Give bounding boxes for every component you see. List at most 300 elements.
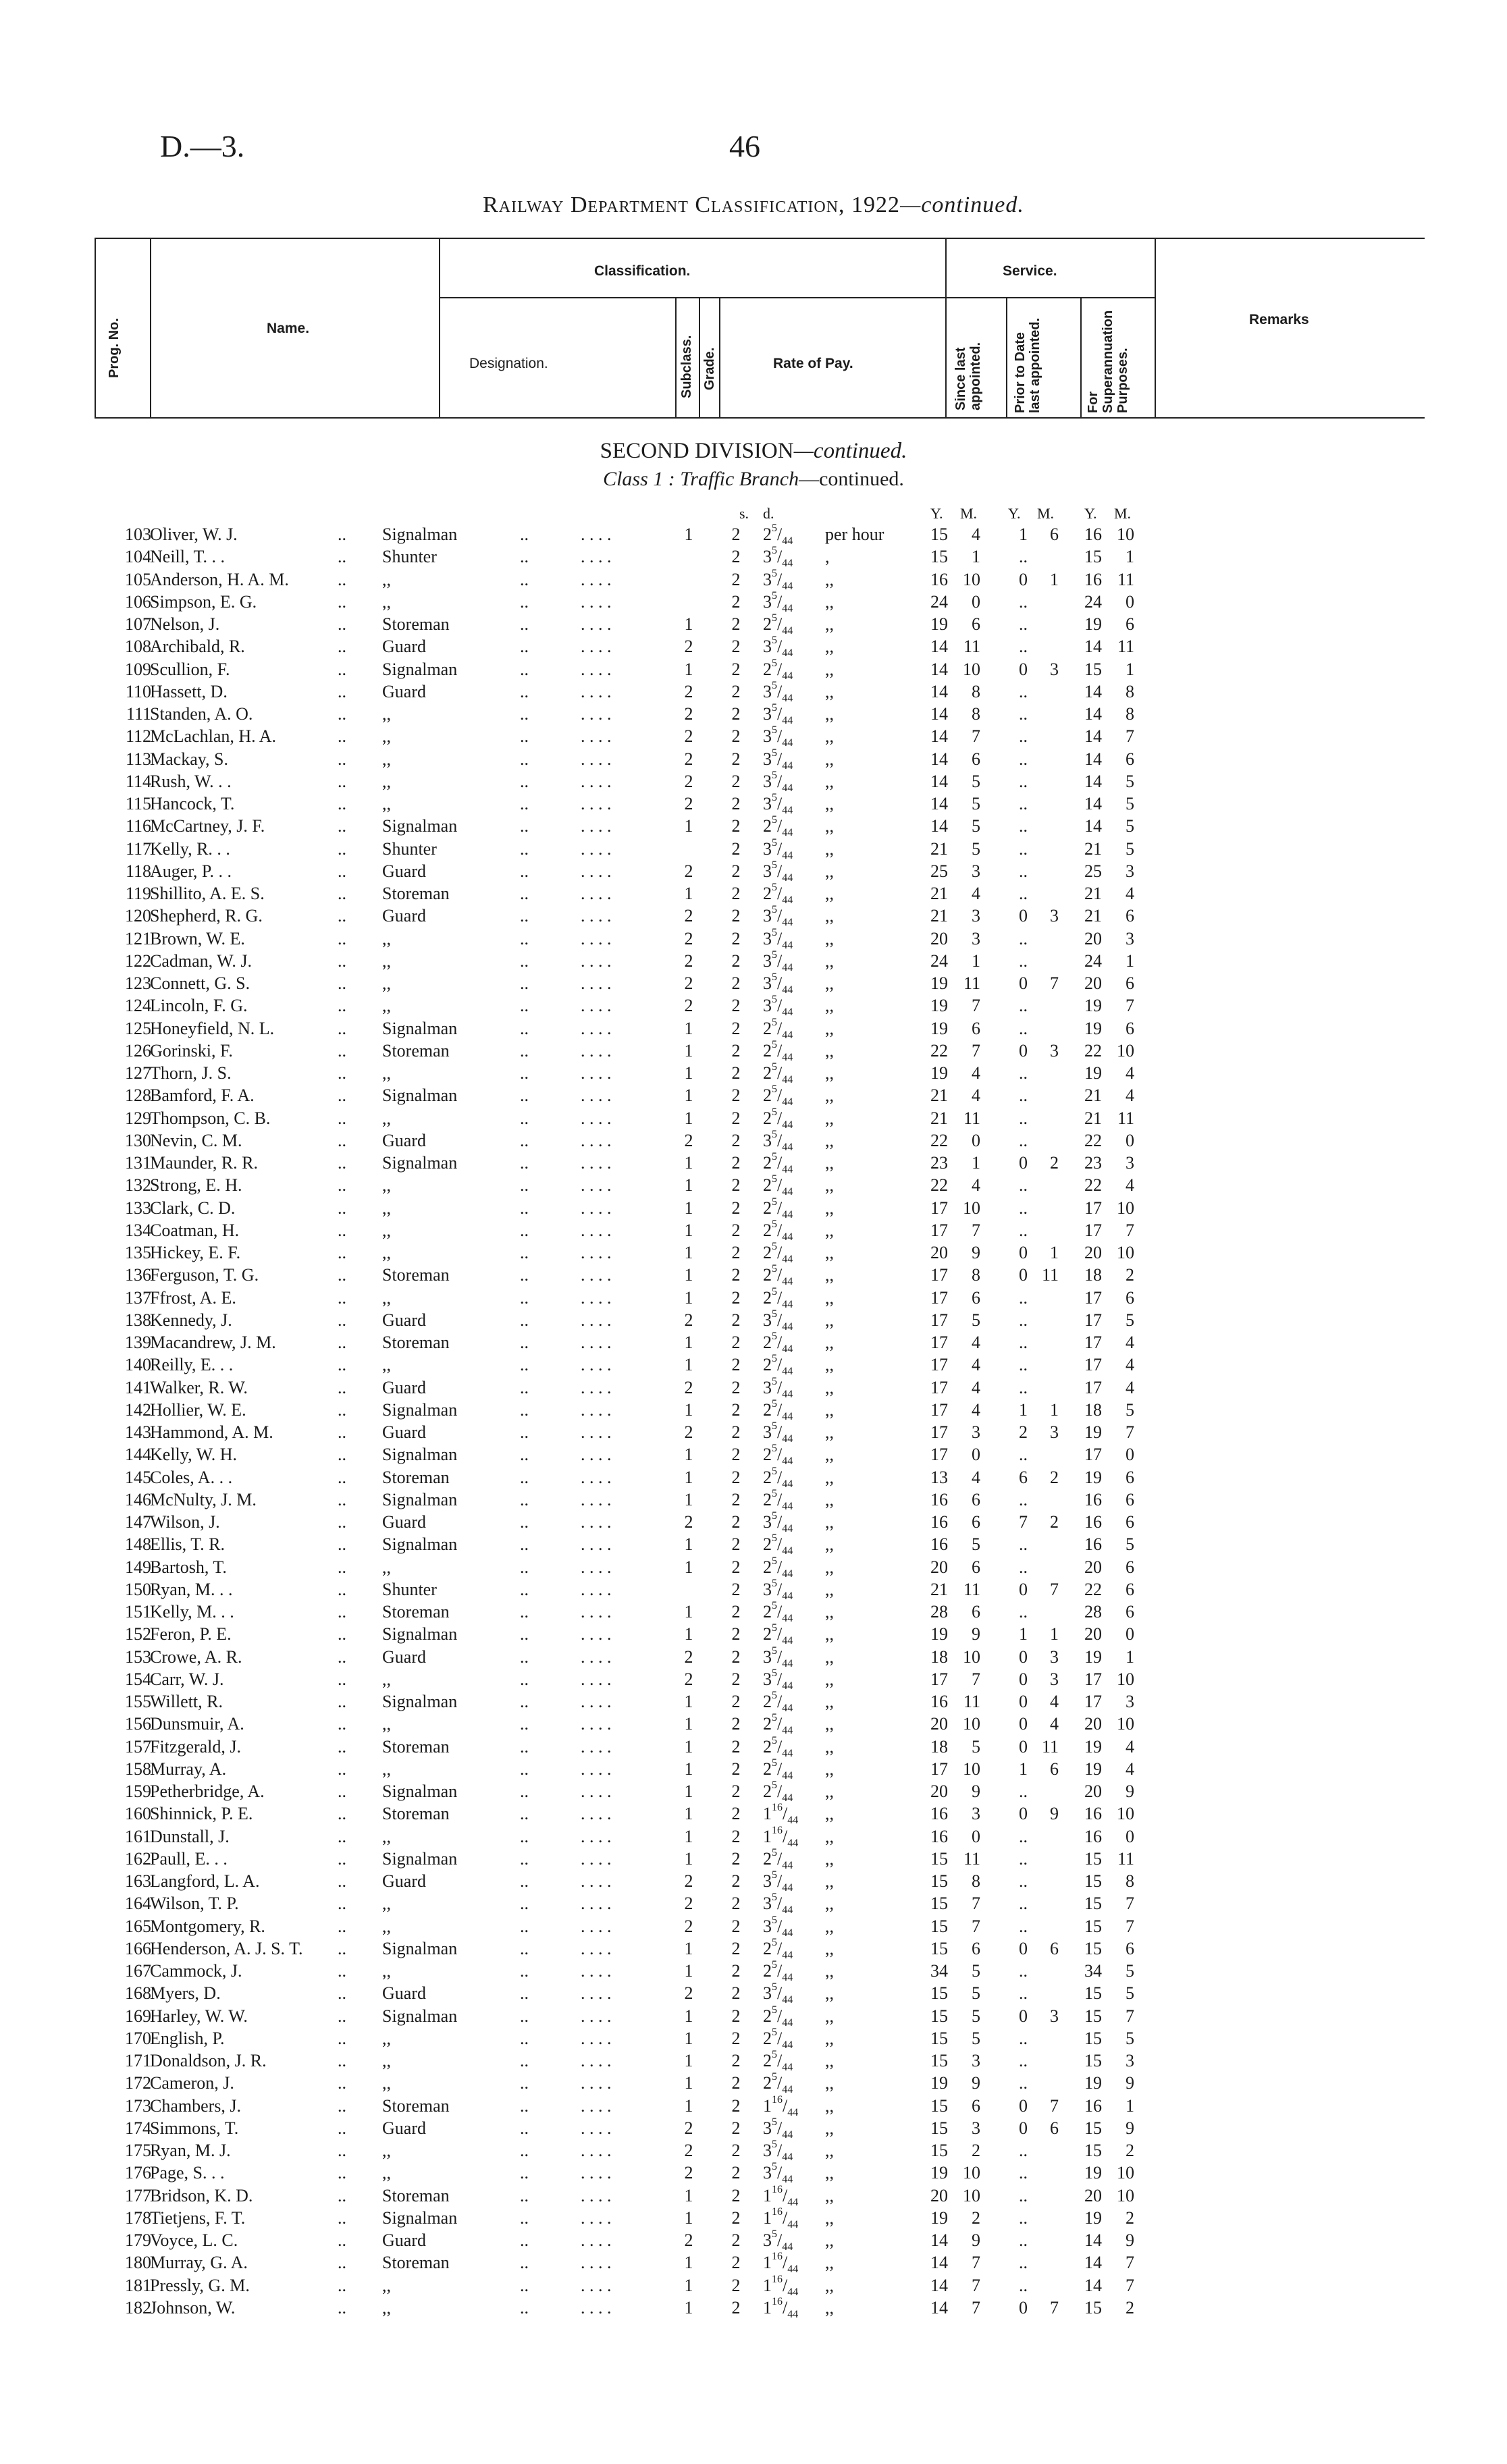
rate-pence: 3 <box>763 950 772 971</box>
fraction-slash: / <box>777 1938 783 1958</box>
super-years: 15 <box>1084 2141 1102 2160</box>
rate-fraction-numerator: 5 <box>772 589 777 601</box>
page-title <box>0 192 1507 218</box>
rate-fraction-numerator: 16 <box>772 2093 783 2106</box>
rate-fraction-denominator: 44 <box>782 1343 793 1355</box>
prior-years: .. <box>1019 861 1028 881</box>
super-years: 19 <box>1084 2207 1102 2228</box>
header-designation: Designation. <box>469 356 548 371</box>
rate-pence: 3 <box>763 906 772 926</box>
staff-name: Carr, W. J. <box>150 1669 224 1689</box>
table-row <box>0 1218 1507 1243</box>
since-years: 17 <box>930 1265 948 1285</box>
staff-name: Simpson, E. G. <box>150 591 257 612</box>
prior-months: 7 <box>1050 1579 1059 1599</box>
since-months: 3 <box>972 861 980 881</box>
subclass: 2 <box>684 973 693 993</box>
leader-dots: .. <box>520 704 529 724</box>
rule-subclass <box>699 297 700 419</box>
super-months: 6 <box>1126 973 1134 993</box>
super-years: 14 <box>1084 2275 1102 2295</box>
grade: 2 <box>731 794 741 813</box>
table-row <box>0 1961 1507 1983</box>
fraction-slash: / <box>777 1534 783 1555</box>
staff-name: Hollier, W. E. <box>150 1399 246 1420</box>
leader-dots: .. <box>338 794 346 813</box>
rate-fraction-denominator: 44 <box>782 2062 793 2073</box>
rate-of-pay <box>763 861 793 882</box>
fraction-slash: / <box>777 1063 783 1083</box>
staff-name: Standen, A. O. <box>150 704 253 724</box>
super-years: 20 <box>1084 928 1102 948</box>
staff-name: Hickey, E. F. <box>150 1243 241 1262</box>
since-months: 9 <box>972 1624 980 1644</box>
rate-pence: 3 <box>763 2230 772 2250</box>
designation: Storeman <box>382 1804 450 1824</box>
leader-dots: . . . . <box>581 2028 612 2048</box>
leader-dots: .. <box>520 996 529 1016</box>
leader-dots: .. <box>338 681 346 701</box>
subclass: 2 <box>684 861 693 881</box>
grade: 2 <box>731 1153 741 1173</box>
prog-no: 166 <box>125 1938 151 1958</box>
rate-pence: 3 <box>763 1871 772 1891</box>
designation: Storeman <box>382 1467 450 1487</box>
leader-dots: . . . . <box>581 726 612 747</box>
since-years: 17 <box>930 1287 948 1308</box>
prog-no: 140 <box>125 1355 151 1375</box>
rate-of-pay <box>763 1669 793 1690</box>
since-years: 18 <box>930 1646 948 1667</box>
leader-dots: .. <box>520 1063 529 1083</box>
rate-fraction-numerator: 5 <box>772 1914 777 1926</box>
prior-months: 1 <box>1050 1624 1059 1644</box>
since-years: 17 <box>930 1422 948 1442</box>
designation: Storeman <box>382 1040 450 1061</box>
since-months: 11 <box>963 1108 980 1128</box>
since-years: 14 <box>930 726 948 747</box>
division-heading <box>0 439 1507 464</box>
rate-fraction-denominator: 44 <box>787 2218 799 2230</box>
prior-years: 0 <box>1019 659 1028 679</box>
table-row <box>0 589 1507 614</box>
subclass: 2 <box>684 1130 693 1150</box>
prog-no: 180 <box>125 2253 151 2273</box>
super-months: 1 <box>1126 2095 1134 2116</box>
leader-dots: . . . . <box>581 2118 612 2138</box>
rate-fraction-denominator: 44 <box>782 1074 793 1086</box>
rate-unit: ,, <box>825 838 834 859</box>
super-years: 19 <box>1084 1063 1102 1083</box>
since-months: 11 <box>963 1579 980 1599</box>
prior-years: .. <box>1019 1063 1028 1083</box>
leader-dots: .. <box>338 2275 346 2295</box>
since-years: 15 <box>930 525 948 544</box>
staff-name: Cameron, J. <box>150 2073 234 2093</box>
prog-no: 133 <box>125 1198 151 1218</box>
table-row <box>0 1422 1507 1445</box>
prior-years: .. <box>1019 1534 1028 1555</box>
leader-dots: .. <box>520 2028 529 2048</box>
leader-dots: .. <box>338 1669 346 1689</box>
grade: 2 <box>731 884 741 903</box>
rate-unit: ,, <box>825 591 834 612</box>
designation: Signalman <box>382 1534 458 1555</box>
staff-name: Shillito, A. E. S. <box>150 884 265 903</box>
since-years: 19 <box>930 973 948 993</box>
staff-name: Ffrost, A. E. <box>150 1287 236 1308</box>
since-months: 8 <box>972 1871 980 1891</box>
prior-years: .. <box>1019 681 1028 701</box>
leader-dots: . . . . <box>581 2297 612 2318</box>
subclass: 1 <box>684 614 693 634</box>
table-row <box>0 1487 1507 1512</box>
leader-dots: .. <box>338 1692 346 1711</box>
leader-dots: . . . . <box>581 1220 612 1240</box>
fraction-slash: / <box>777 1692 783 1711</box>
subclass: 2 <box>684 906 693 926</box>
prog-no: 123 <box>125 973 151 993</box>
staff-name: Paull, E. . . <box>150 1848 228 1869</box>
prior-months: 11 <box>1041 1265 1059 1285</box>
rate-fraction-numerator: 5 <box>772 971 777 983</box>
leader-dots: .. <box>338 1646 346 1667</box>
super-months: 4 <box>1126 1377 1134 1397</box>
grade: 2 <box>731 1040 741 1061</box>
rate-fraction-denominator: 44 <box>782 2151 793 2163</box>
prog-no: 176 <box>125 2163 151 2183</box>
rate-pence: 3 <box>763 681 772 701</box>
super-months: 4 <box>1126 884 1134 903</box>
super-months: 10 <box>1117 1669 1134 1689</box>
grade: 2 <box>731 950 741 971</box>
rate-fraction-denominator: 44 <box>782 2016 793 2029</box>
designation: ,, <box>382 1894 391 1914</box>
since-years: 19 <box>930 1624 948 1644</box>
prog-no: 173 <box>125 2095 151 2116</box>
designation: Signalman <box>382 1445 458 1465</box>
rate-unit: ,, <box>825 1333 834 1352</box>
rate-fraction-denominator: 44 <box>782 1231 793 1243</box>
leader-dots: . . . . <box>581 1175 612 1196</box>
since-years: 21 <box>930 1579 948 1599</box>
super-months: 0 <box>1126 1624 1134 1644</box>
super-years: 15 <box>1084 1938 1102 1958</box>
rate-pence: 2 <box>763 816 772 836</box>
leader-dots: .. <box>338 928 346 948</box>
staff-name: Bamford, F. A. <box>150 1086 255 1106</box>
super-months: 7 <box>1126 2006 1134 2026</box>
rate-fraction-denominator: 44 <box>782 1590 793 1602</box>
prog-no: 152 <box>125 1624 151 1644</box>
rate-fraction-denominator: 44 <box>782 2039 793 2051</box>
table-row <box>0 1198 1507 1221</box>
rate-pence: 2 <box>763 2028 772 2048</box>
super-years: 16 <box>1084 1489 1102 1509</box>
leader-dots: .. <box>520 928 529 948</box>
rate-fraction-denominator: 44 <box>782 1769 793 1782</box>
table-row <box>0 1534 1507 1557</box>
staff-name: Connett, G. S. <box>150 973 250 993</box>
super-months: 3 <box>1126 1153 1134 1173</box>
prog-no: 150 <box>125 1579 151 1599</box>
super-months: 0 <box>1126 1130 1134 1150</box>
rate-fraction-numerator: 5 <box>772 545 777 557</box>
leader-dots: .. <box>338 1759 346 1779</box>
rate-pence: 1 <box>763 2185 772 2205</box>
leader-dots: .. <box>338 884 346 903</box>
rate-unit: ,, <box>825 704 834 724</box>
leader-dots: .. <box>338 1826 346 1846</box>
rate-pence: 2 <box>763 1175 772 1196</box>
super-months: 4 <box>1126 1333 1134 1352</box>
grade: 2 <box>731 1198 741 1218</box>
grade: 2 <box>731 1871 741 1891</box>
since-months: 2 <box>972 2207 980 2228</box>
rate-unit: ,, <box>825 1265 834 1285</box>
rate-fraction-denominator: 44 <box>782 1254 793 1265</box>
rate-fraction-denominator: 44 <box>782 1972 793 1983</box>
staff-name: Reilly, E. . . <box>150 1355 234 1375</box>
prog-no: 151 <box>125 1602 151 1622</box>
subclass: 1 <box>684 1333 693 1352</box>
prog-no: 104 <box>125 547 151 567</box>
grade: 2 <box>731 1534 741 1555</box>
leader-dots: . . . . <box>581 2163 612 2183</box>
rate-fraction-denominator: 44 <box>782 1455 793 1468</box>
rate-unit: ,, <box>825 569 834 589</box>
rate-pence: 3 <box>763 771 772 791</box>
leader-dots: . . . . <box>581 1782 612 1801</box>
leader-dots: .. <box>520 591 529 612</box>
leader-dots: .. <box>338 1894 346 1914</box>
rate-of-pay <box>763 1443 793 1468</box>
since-years: 15 <box>930 1983 948 2004</box>
prog-no: 167 <box>125 1961 151 1981</box>
table-row <box>0 1083 1507 1108</box>
leader-dots: . . . . <box>581 1826 612 1846</box>
subclass: 2 <box>684 1422 693 1442</box>
since-years: 19 <box>930 2163 948 2183</box>
prior-years: .. <box>1019 794 1028 813</box>
rate-fraction-denominator: 44 <box>787 1837 799 1849</box>
prior-years: .. <box>1019 1961 1028 1981</box>
designation: Shunter <box>382 1579 437 1599</box>
table-row <box>0 1038 1507 1063</box>
super-years: 14 <box>1084 2230 1102 2250</box>
subclass: 2 <box>684 1871 693 1891</box>
staff-name: Ryan, M. J. <box>150 2141 231 2160</box>
rate-of-pay <box>763 1622 793 1647</box>
super-years: 17 <box>1084 1669 1102 1689</box>
leader-dots: .. <box>520 1916 529 1936</box>
rate-of-pay <box>763 2295 799 2320</box>
grade: 2 <box>731 1916 741 1936</box>
grade: 2 <box>731 1602 741 1622</box>
rate-fraction-numerator: 5 <box>772 1532 777 1545</box>
leader-dots: .. <box>520 1534 529 1555</box>
since-months: 3 <box>972 928 980 948</box>
rule-prior <box>1080 297 1082 419</box>
leader-dots: .. <box>338 525 346 544</box>
table-row <box>0 1759 1507 1782</box>
prog-no: 182 <box>125 2297 151 2318</box>
since-months: 7 <box>972 1669 980 1689</box>
super-months: 0 <box>1126 1445 1134 1465</box>
rate-fraction-denominator: 44 <box>782 1568 793 1580</box>
designation: Storeman <box>382 614 450 634</box>
leader-dots: .. <box>520 2073 529 2093</box>
leader-dots: . . . . <box>581 1579 612 1599</box>
subclass: 2 <box>684 1983 693 2004</box>
grade: 2 <box>731 2118 741 2138</box>
super-months: 10 <box>1117 2185 1134 2205</box>
rate-of-pay <box>763 1397 793 1422</box>
prior-years: .. <box>1019 2207 1028 2228</box>
designation: ,, <box>382 569 391 589</box>
since-months: 11 <box>963 973 980 993</box>
rate-unit: ,, <box>825 1399 834 1420</box>
prior-years: .. <box>1019 1287 1028 1308</box>
fraction-slash: / <box>777 569 783 589</box>
leader-dots: . . . . <box>581 1624 612 1644</box>
rate-fraction-denominator: 44 <box>782 1703 793 1714</box>
prior-months: 1 <box>1050 1243 1059 1262</box>
super-years: 21 <box>1084 906 1102 926</box>
unit-super-years: Y. <box>1084 505 1097 522</box>
rate-pence: 2 <box>763 1108 772 1128</box>
fraction-slash: / <box>777 525 783 544</box>
prior-years: 0 <box>1019 1938 1028 1958</box>
leader-dots: .. <box>520 637 529 657</box>
since-years: 15 <box>930 2028 948 2048</box>
table-row <box>0 1669 1507 1692</box>
super-years: 15 <box>1084 2297 1102 2318</box>
fraction-slash: / <box>777 1243 783 1262</box>
super-years: 14 <box>1084 704 1102 724</box>
since-months: 8 <box>972 704 980 724</box>
since-months: 4 <box>972 1467 980 1487</box>
designation: ,, <box>382 726 391 747</box>
leader-dots: .. <box>520 1153 529 1173</box>
super-months: 4 <box>1126 1355 1134 1375</box>
designation: Shunter <box>382 838 437 859</box>
leader-dots: .. <box>520 838 529 859</box>
leader-dots: . . . . <box>581 1422 612 1442</box>
leader-dots: .. <box>520 614 529 634</box>
leader-dots: .. <box>338 2253 346 2273</box>
super-months: 6 <box>1126 1512 1134 1532</box>
staff-name: McLachlan, H. A. <box>150 726 277 747</box>
since-months: 2 <box>972 2141 980 2160</box>
leader-dots: .. <box>338 2185 346 2205</box>
rate-unit: ,, <box>825 1445 834 1465</box>
rate-of-pay <box>763 1310 793 1331</box>
staff-name: Bridson, K. D. <box>150 2185 253 2205</box>
grade: 2 <box>731 749 741 769</box>
super-months: 1 <box>1126 659 1134 679</box>
rate-of-pay <box>763 2205 799 2230</box>
prior-years: 0 <box>1019 1736 1028 1757</box>
table-row <box>0 996 1507 1018</box>
class-prefix: Class 1 : <box>603 468 675 490</box>
rate-fraction-numerator: 5 <box>772 1981 777 1993</box>
since-years: 15 <box>930 2118 948 2138</box>
prog-no: 114 <box>125 771 151 791</box>
rate-fraction-denominator: 44 <box>782 1141 793 1153</box>
fraction-slash: / <box>777 1265 783 1285</box>
grade: 2 <box>731 525 741 544</box>
subclass: 1 <box>684 2185 693 2205</box>
leader-dots: .. <box>338 1871 346 1891</box>
rate-fraction-numerator: 5 <box>772 1465 777 1477</box>
staff-name: Macandrew, J. M. <box>150 1333 276 1352</box>
title-suffix: —continued. <box>900 192 1024 217</box>
super-months: 5 <box>1126 794 1134 813</box>
rate-fraction-numerator: 5 <box>772 1690 777 1701</box>
since-months: 6 <box>972 1938 980 1958</box>
leader-dots: .. <box>338 1153 346 1173</box>
subclass: 1 <box>684 2095 693 2116</box>
rate-fraction-denominator: 44 <box>782 984 793 996</box>
rate-fraction-denominator: 44 <box>782 939 793 951</box>
rate-pence: 2 <box>763 1220 772 1240</box>
since-years: 14 <box>930 771 948 791</box>
super-months: 10 <box>1117 525 1134 544</box>
grade: 2 <box>731 1018 741 1038</box>
rate-pence: 3 <box>763 861 772 881</box>
rate-pence: 2 <box>763 1759 772 1779</box>
rate-of-pay <box>763 1128 793 1153</box>
super-years: 19 <box>1084 1422 1102 1442</box>
leader-dots: . . . . <box>581 1557 612 1577</box>
super-years: 19 <box>1084 1646 1102 1667</box>
leader-dots: . . . . <box>581 2207 612 2228</box>
rate-pence: 3 <box>763 1579 772 1599</box>
super-months: 2 <box>1126 1265 1134 1285</box>
grade: 2 <box>731 1445 741 1465</box>
since-years: 15 <box>930 547 948 567</box>
table-row <box>0 1983 1507 2006</box>
fraction-slash: / <box>777 1782 783 1801</box>
prior-years: .. <box>1019 2275 1028 2295</box>
unit-since-months: M. <box>960 505 978 522</box>
since-years: 20 <box>930 1782 948 1801</box>
since-years: 20 <box>930 928 948 948</box>
staff-name: Ryan, M. . . <box>150 1579 233 1599</box>
leader-dots: .. <box>520 1445 529 1465</box>
prior-years: .. <box>1019 1602 1028 1622</box>
since-years: 17 <box>930 1399 948 1420</box>
prog-no: 146 <box>125 1489 151 1509</box>
prior-years: 0 <box>1019 1669 1028 1689</box>
staff-name: Voyce, L. C. <box>150 2230 238 2250</box>
super-months: 6 <box>1126 1938 1134 1958</box>
super-months: 11 <box>1117 1108 1134 1128</box>
designation: Signalman <box>382 1489 458 1509</box>
rate-of-pay <box>763 1108 793 1129</box>
rate-pence: 1 <box>763 2297 772 2318</box>
rate-fraction-denominator: 44 <box>782 1119 793 1131</box>
prog-no: 122 <box>125 950 151 971</box>
super-years: 23 <box>1084 1153 1102 1173</box>
leader-dots: .. <box>520 950 529 971</box>
prog-no: 138 <box>125 1310 151 1330</box>
rate-pence: 2 <box>763 1265 772 1285</box>
super-months: 5 <box>1126 1534 1134 1555</box>
grade: 2 <box>731 2095 741 2116</box>
super-years: 16 <box>1084 1534 1102 1555</box>
